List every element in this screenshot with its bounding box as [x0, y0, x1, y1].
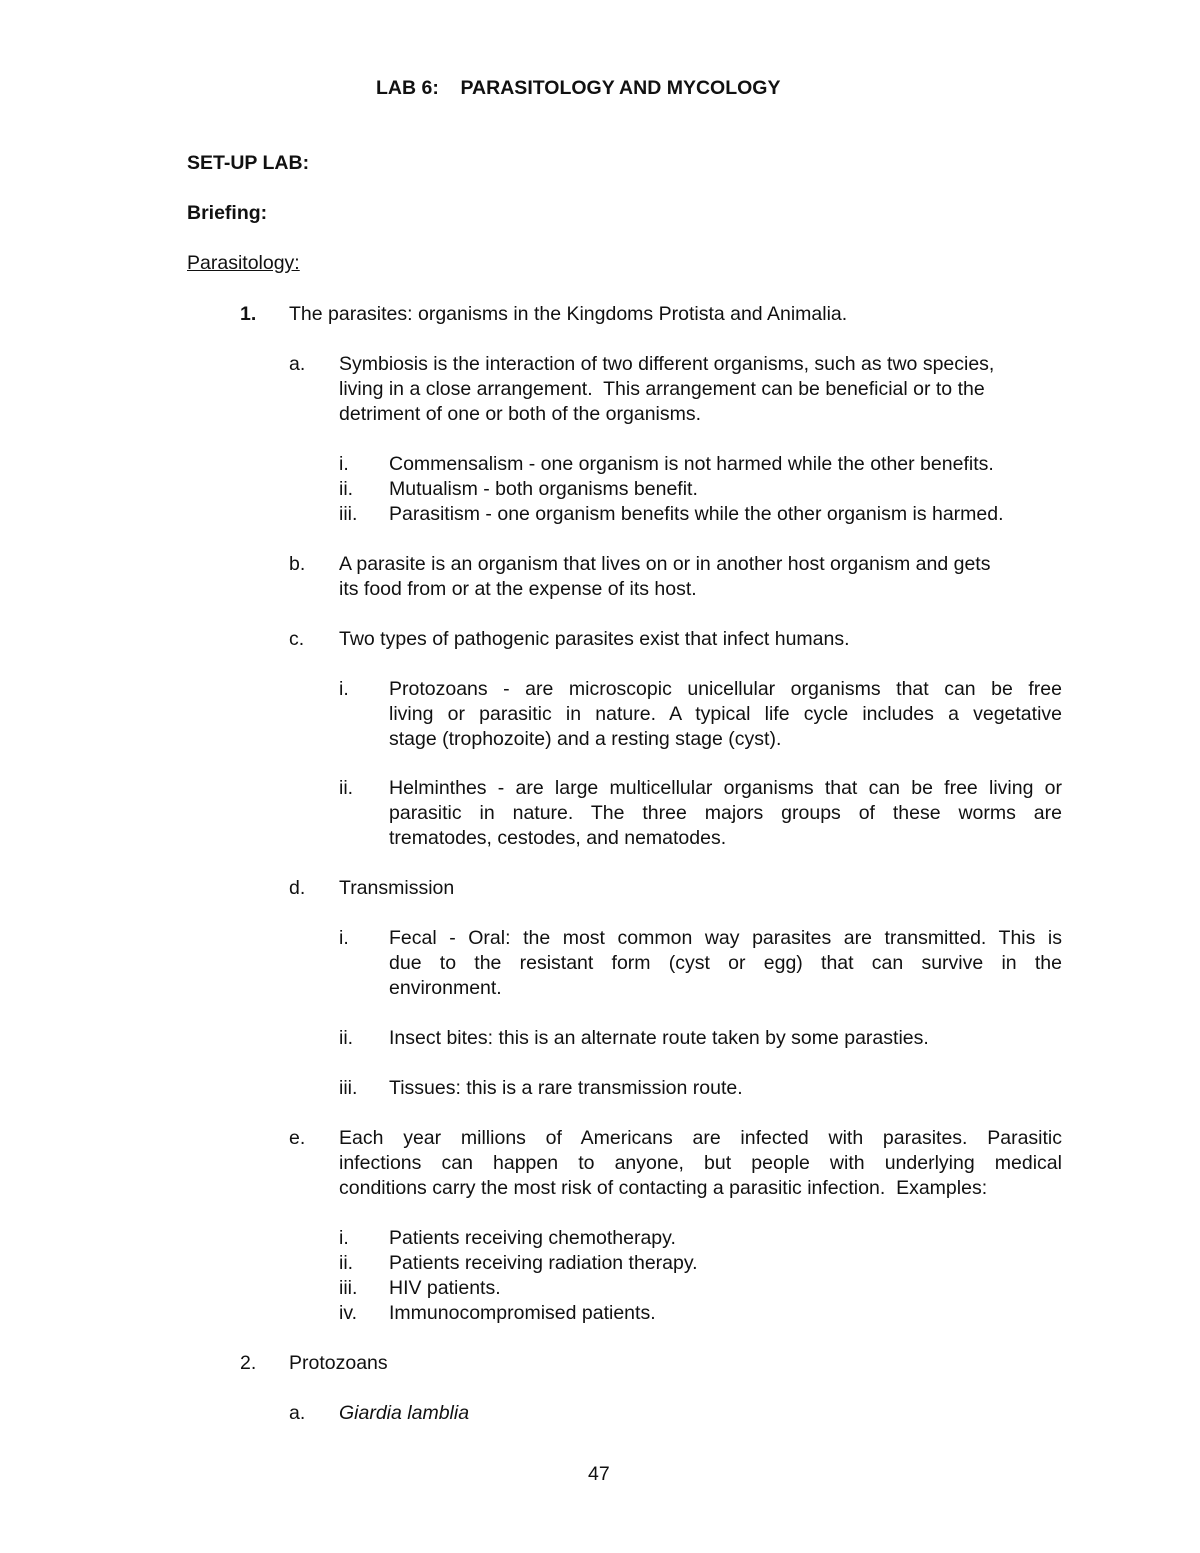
item-1b-marker: b.: [289, 553, 306, 575]
item-1e-i-text: Patients receiving chemotherapy.: [389, 1227, 676, 1249]
item-1d-iii-text: Tissues: this is a rare transmission route.: [389, 1077, 743, 1099]
item-1a-ii-marker: ii.: [339, 478, 354, 500]
item-1d-ii-marker: ii.: [339, 1027, 354, 1049]
page-number: 47: [588, 1463, 610, 1485]
item-1c-ii-line: Helminthes - are large multicellular organisms that can be free living or: [389, 777, 1062, 799]
page-title: LAB 6: PARASITOLOGY AND MYCOLOGY: [376, 77, 781, 99]
item-1e-iii-marker: iii.: [339, 1277, 358, 1299]
item-1e-ii-marker: ii.: [339, 1252, 354, 1274]
parasitology-heading: Parasitology:: [187, 252, 300, 274]
item-1c-text: Two types of pathogenic parasites exist that infect humans.: [339, 628, 850, 650]
item-1a-marker: a.: [289, 353, 306, 375]
item-1e-iii-text: HIV patients.: [389, 1277, 501, 1299]
item-1d-marker: d.: [289, 877, 306, 899]
item-1e-line: Each year millions of Americans are infected with parasites. Parasitic: [339, 1127, 1062, 1149]
item-1d-iii-marker: iii.: [339, 1077, 358, 1099]
item-1c-ii-marker: ii.: [339, 777, 354, 799]
item-1c-i-marker: i.: [339, 678, 349, 700]
item-2a-text: Giardia lamblia: [339, 1402, 470, 1424]
item-1d-i-line: due to the resistant form (cyst or egg) that can survive in the: [389, 952, 1062, 974]
item-1-text: The parasites: organisms in the Kingdoms Protista and Animalia.: [289, 303, 848, 325]
item-2-marker: 2.: [240, 1352, 257, 1374]
item-1a-iii-marker: iii.: [339, 503, 358, 525]
item-1c-ii-line: trematodes, cestodes, and nematodes.: [389, 827, 727, 849]
item-1d-text: Transmission: [339, 877, 455, 899]
item-1d-ii-text: Insect bites: this is an alternate route taken by some parasties.: [389, 1027, 929, 1049]
briefing-heading: Briefing:: [187, 202, 268, 224]
item-1e-ii-text: Patients receiving radiation therapy.: [389, 1252, 698, 1274]
item-1c-i-line: living or parasitic in nature. A typical life cycle includes a vegetative: [389, 703, 1062, 725]
item-1e-line: conditions carry the most risk of contacting a parasitic infection. Examples:: [339, 1177, 988, 1199]
item-1b-line: its food from or at the expense of its host.: [339, 578, 697, 600]
item-1a-ii-text: Mutualism - both organisms benefit.: [389, 478, 698, 500]
item-1c-marker: c.: [289, 628, 305, 650]
item-1e-i-marker: i.: [339, 1227, 349, 1249]
item-1-marker: 1.: [240, 303, 257, 325]
item-1c-i-line: stage (trophozoite) and a resting stage (cyst).: [389, 728, 782, 750]
item-2a-marker: a.: [289, 1402, 306, 1424]
setup-heading: SET-UP LAB:: [187, 152, 310, 174]
item-1e-line: infections can happen to anyone, but people with underlying medical: [339, 1152, 1062, 1174]
item-1e-marker: e.: [289, 1127, 306, 1149]
item-1d-i-line: environment.: [389, 977, 502, 999]
item-2-text: Protozoans: [289, 1352, 388, 1374]
item-1d-i-line: Fecal - Oral: the most common way parasites are transmitted. This is: [389, 927, 1062, 949]
item-1a-i-text: Commensalism - one organism is not harmed while the other benefits.: [389, 453, 994, 475]
item-1e-iv-marker: iv.: [339, 1302, 358, 1324]
item-1b-line: A parasite is an organism that lives on or in another host organism and gets: [339, 553, 991, 575]
item-1c-i-line: Protozoans - are microscopic unicellular organisms that can be free: [389, 678, 1062, 700]
item-1d-i-marker: i.: [339, 927, 349, 949]
item-1a-line: Symbiosis is the interaction of two different organisms, such as two species,: [339, 353, 995, 375]
item-1a-line: living in a close arrangement. This arrangement can be beneficial or to the: [339, 378, 985, 400]
item-1e-iv-text: Immunocompromised patients.: [389, 1302, 656, 1324]
item-1a-line: detriment of one or both of the organisms.: [339, 403, 702, 425]
item-1a-iii-text: Parasitism - one organism benefits while the other organism is harmed.: [389, 503, 1004, 525]
item-1c-ii-line: parasitic in nature. The three majors groups of these worms are: [389, 802, 1062, 824]
item-1a-i-marker: i.: [339, 453, 349, 475]
